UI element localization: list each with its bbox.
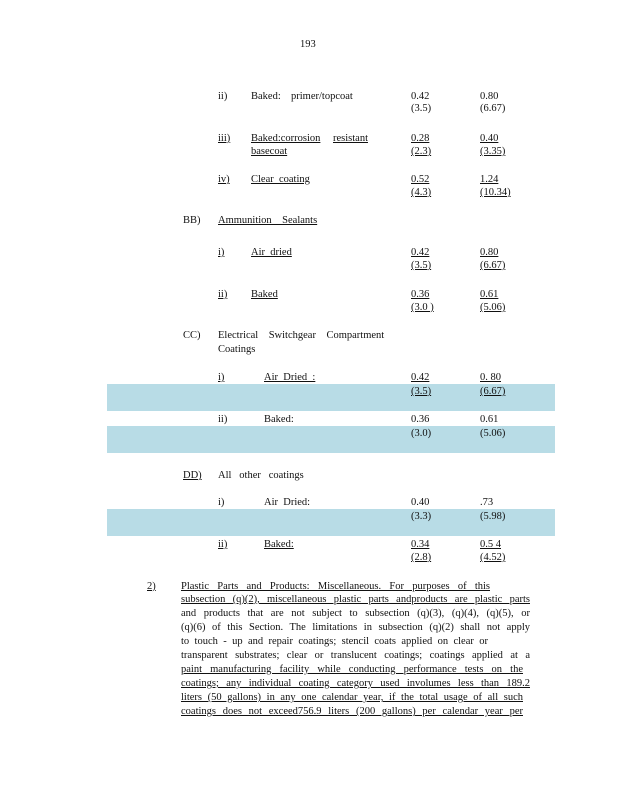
- paragraph-line: (q)(6) of this Section. The limitations in subsection (q)(2) shall not apply: [181, 622, 530, 633]
- section-title: Electrical Switchgear Compartment: [218, 330, 385, 341]
- limit-value: 0.80: [480, 91, 499, 102]
- item-number: iii): [218, 133, 231, 144]
- paragraph-line: coatings does not exceed756.9 liters (200 gallons) per calendar year per: [181, 706, 523, 717]
- limit-value-metric: (6.67): [480, 260, 506, 271]
- section-letter: BB): [183, 215, 201, 226]
- item-label: resistant: [333, 133, 368, 144]
- page-number: 193: [300, 39, 316, 50]
- section-title: All other coatings: [218, 470, 304, 481]
- limit-value-metric: (10.34): [480, 187, 511, 198]
- limit-value: 1.24: [480, 174, 499, 185]
- limit-value: 0.61: [480, 414, 499, 425]
- limit-value-metric: (6.67): [480, 386, 506, 397]
- item-label: Air dried: [251, 247, 292, 258]
- limit-value: 0.42: [411, 91, 430, 102]
- item-number: ii): [218, 91, 228, 102]
- limit-value-metric: (4.3): [411, 187, 432, 198]
- item-label: Baked:corrosion: [251, 133, 321, 144]
- limit-value: .73: [480, 497, 494, 508]
- limit-value: 0.61: [480, 289, 499, 300]
- item-number: i): [218, 247, 225, 258]
- limit-value-metric: (3.35): [480, 146, 506, 157]
- item-label: Baked:: [264, 539, 294, 550]
- item-number: i): [218, 372, 225, 383]
- limit-value: 0.40: [480, 133, 499, 144]
- paragraph-line: coatings; any individual coating category used involumes less than 189.2: [181, 678, 530, 689]
- paragraph-number: 2): [147, 581, 156, 592]
- limit-value: 0. 80: [480, 372, 501, 383]
- item-label: basecoat: [251, 146, 288, 157]
- item-number: ii): [218, 289, 228, 300]
- section-title: Coatings: [218, 344, 256, 355]
- paragraph-line: liters (50 gallons) in any one calendar year, if the total usage of all such: [181, 692, 523, 703]
- paragraph-line: subsection (q)(2), miscellaneous plastic parts andproducts are plastic parts: [181, 594, 530, 605]
- item-number: iv): [218, 174, 230, 185]
- limit-value-metric: (6.67): [480, 103, 506, 114]
- limit-value-metric: (3.5): [411, 386, 432, 397]
- item-label: Baked:: [264, 414, 294, 425]
- limit-value-metric: (2.8): [411, 552, 432, 563]
- limit-value-metric: (2.3): [411, 146, 432, 157]
- item-number: ii): [218, 414, 228, 425]
- limit-value-metric: (4.52): [480, 552, 506, 563]
- paragraph-line: Plastic Parts and Products: Miscellaneous. For purposes of this: [181, 581, 490, 592]
- limit-value: 0.5 4: [480, 539, 501, 550]
- item-number: ii): [218, 539, 228, 550]
- section-letter: CC): [183, 330, 201, 341]
- limit-value: 0.42: [411, 372, 430, 383]
- limit-value: 0.42: [411, 247, 430, 258]
- paragraph-line: to touch - up and repair coatings; stencil coats applied on clear or: [181, 636, 488, 647]
- item-number: i): [218, 497, 225, 508]
- item-label: Baked: [251, 289, 278, 300]
- paragraph-line: and products that are not subject to subsection (q)(3), (q)(4), (q)(5), or: [181, 608, 530, 619]
- limit-value-metric: (5.06): [480, 428, 506, 439]
- item-label: Baked:: [251, 91, 281, 102]
- limit-value-metric: (5.06): [480, 302, 506, 313]
- limit-value-metric: (5.98): [480, 511, 506, 522]
- limit-value-metric: (3.3): [411, 511, 432, 522]
- limit-value: 0.80: [480, 247, 499, 258]
- section-letter: DD): [183, 470, 202, 481]
- limit-value: 0.28: [411, 133, 430, 144]
- item-label: Air Dried:: [264, 497, 311, 508]
- limit-value-metric: (3.0 ): [411, 302, 434, 313]
- limit-value: 0.36: [411, 289, 430, 300]
- item-label: primer/topcoat: [291, 91, 353, 102]
- paragraph-line: transparent substrates; clear or translucent coatings; coatings applied at a: [181, 650, 530, 661]
- limit-value: 0.52: [411, 174, 430, 185]
- limit-value-metric: (3.5): [411, 103, 432, 114]
- limit-value: 0.36: [411, 414, 430, 425]
- limit-value-metric: (3.0): [411, 428, 432, 439]
- item-label: Clear coating: [251, 174, 310, 185]
- item-label: Air Dried :: [264, 372, 316, 383]
- limit-value: 0.40: [411, 497, 430, 508]
- paragraph-line: paint manufacturing facility while conducting performance tests on the: [181, 664, 523, 675]
- limit-value-metric: (3.5): [411, 260, 432, 271]
- limit-value: 0.34: [411, 539, 430, 550]
- section-title: Ammunition Sealants: [218, 215, 318, 226]
